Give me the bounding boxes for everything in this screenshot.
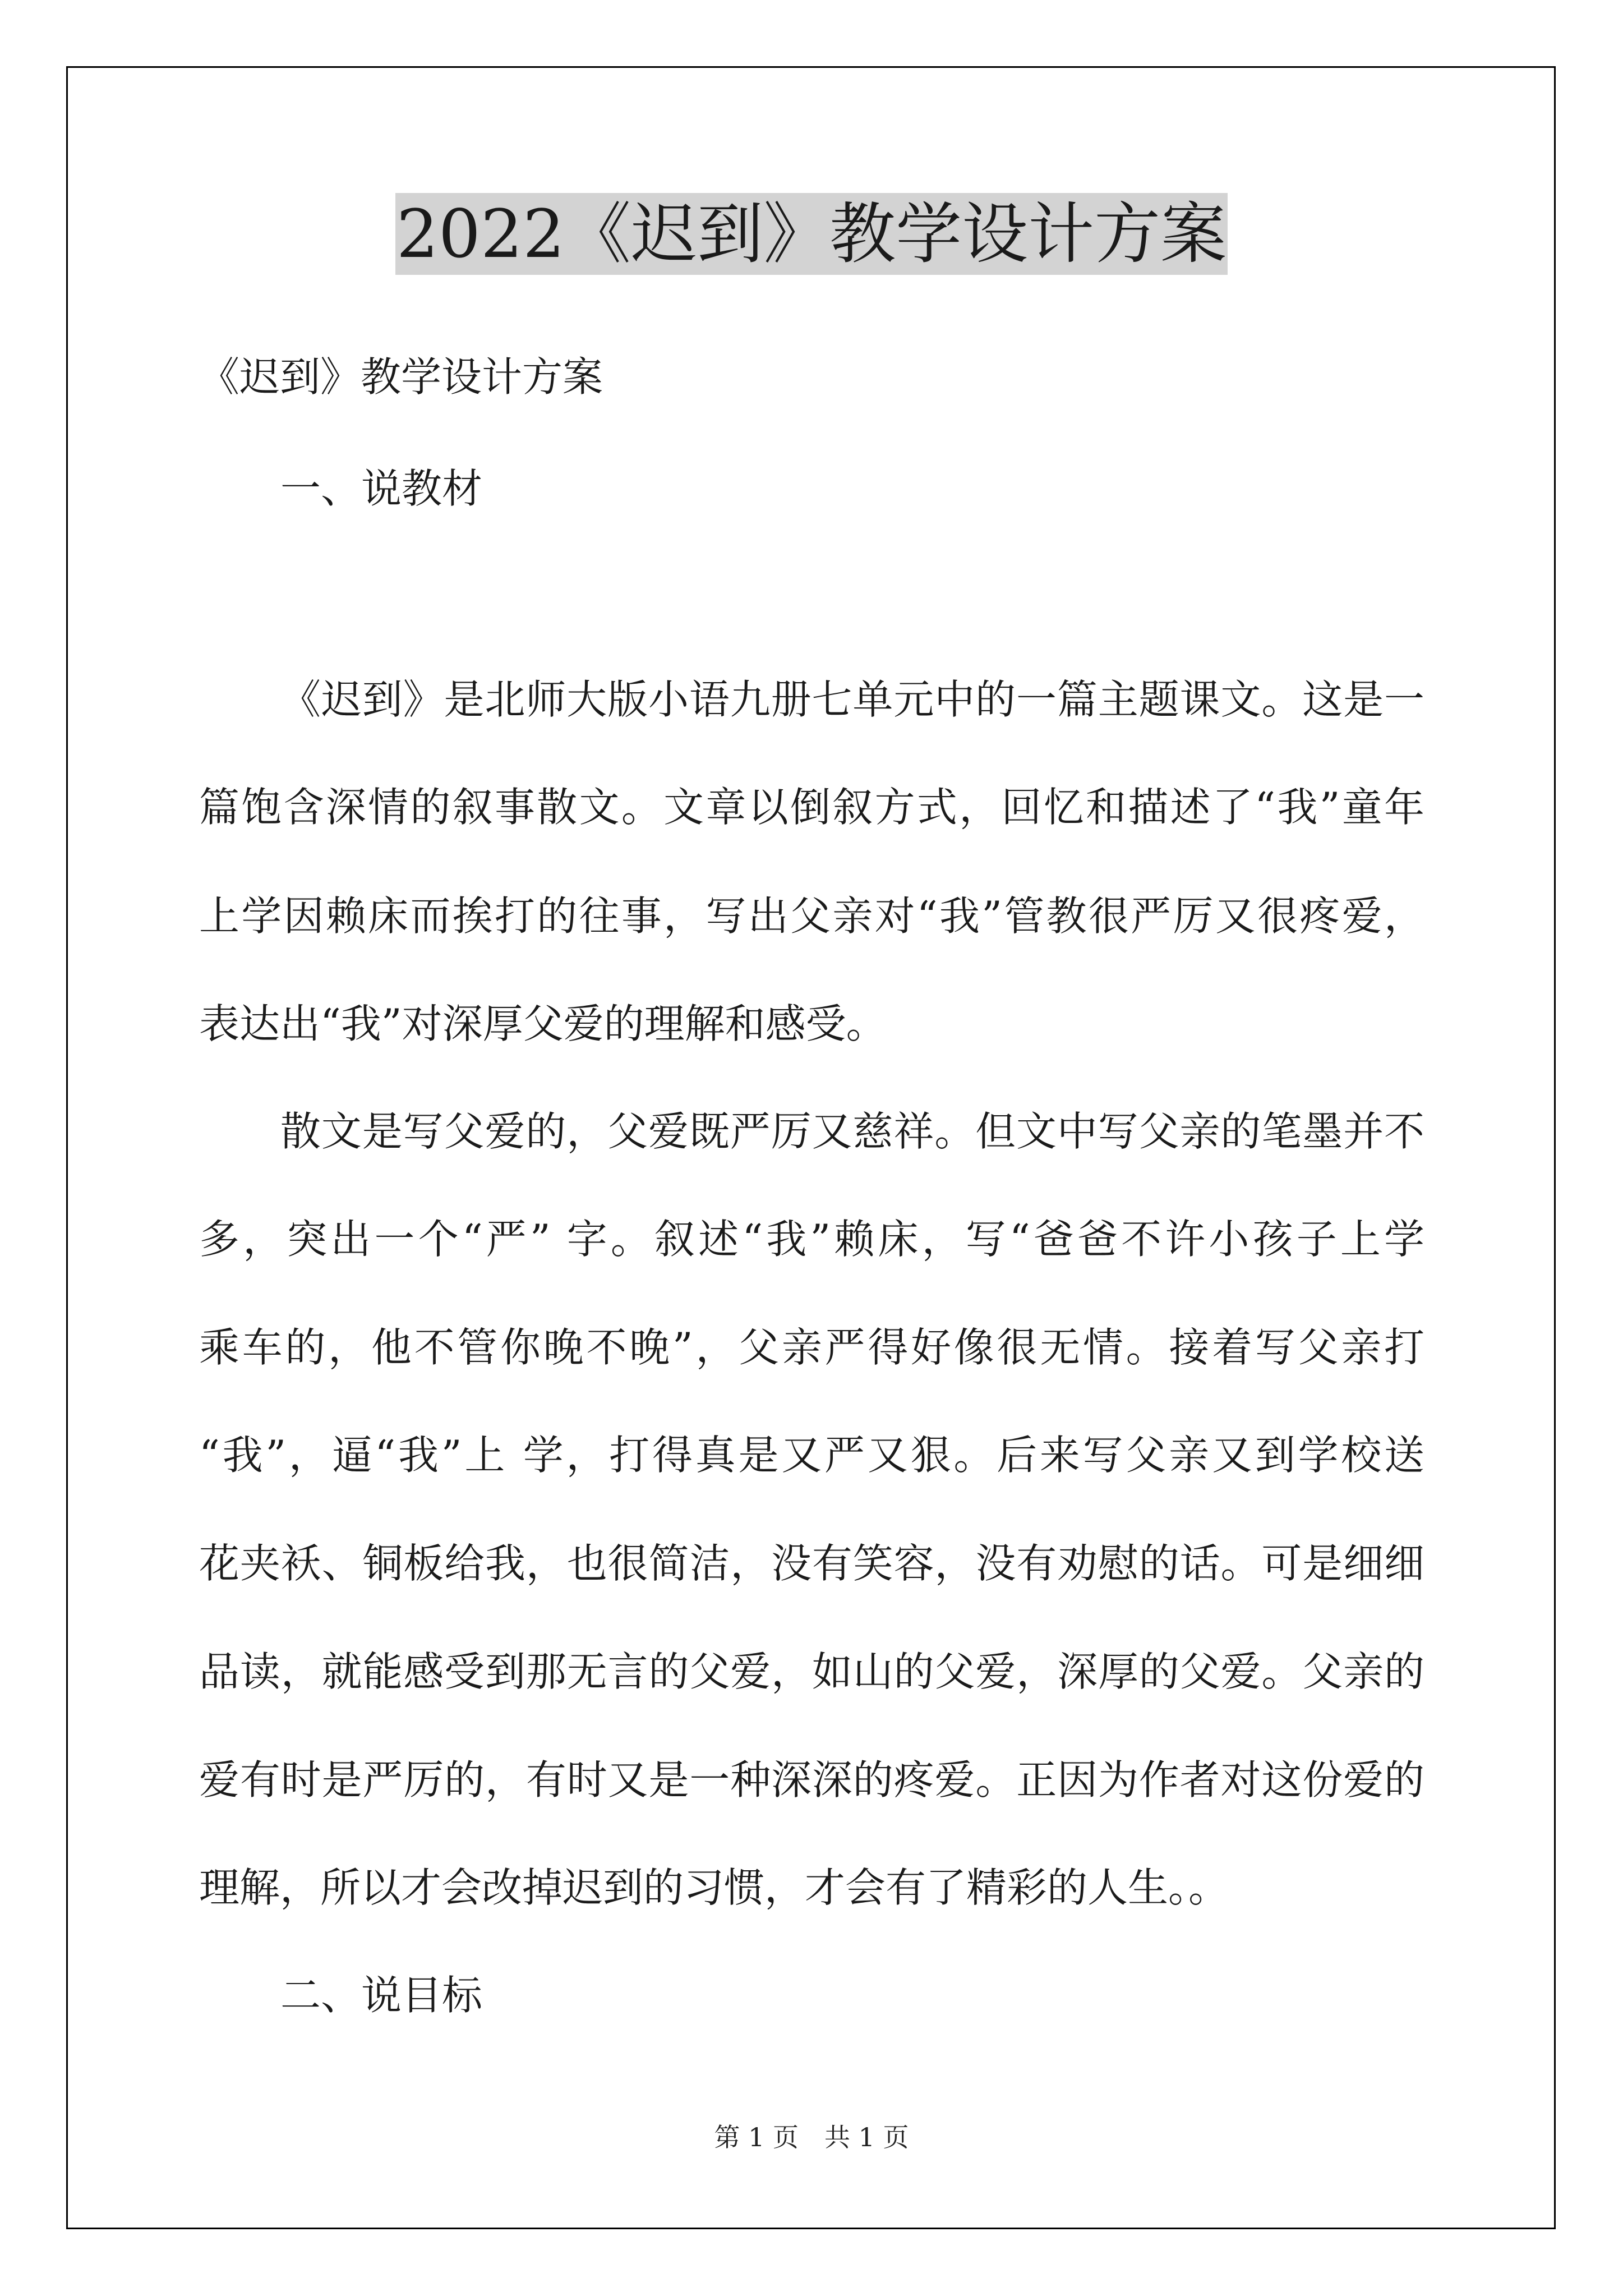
paragraph-line: 篇饱含深情的叙事散文。文章以倒叙方式，回忆和描述了“我”童年 <box>199 784 1424 831</box>
paragraph-line: 花夹袄、铜板给我，也很简洁，没有笑容，没有劝慰的话。可是细细 <box>199 1540 1424 1587</box>
paragraph-line: 爱有时是严厉的，有时又是一种深深的疼爱。正因为作者对这份爱的 <box>199 1756 1424 1803</box>
document-subtitle: 《迟到》教学设计方案 <box>199 353 603 401</box>
document-title-text: 2022《迟到》教学设计方案 <box>395 193 1228 275</box>
paragraph-line: 多，突出一个“严” 字。叙述“我”赖床，写“爸爸不许小孩子上学 <box>199 1216 1424 1263</box>
paragraph-line: 品读，就能感受到那无言的父爱，如山的父爱，深厚的父爱。父亲的 <box>199 1648 1424 1695</box>
paragraph-line: 散文是写父爱的，父爱既严厉又慈祥。但文中写父亲的笔墨并不 <box>280 1108 1424 1155</box>
paragraph-line: “我”，逼“我”上 学，打得真是又严又狠。后来写父亲又到学校送 <box>199 1432 1424 1479</box>
paragraph-line: 乘车的，他不管你晚不晚”，父亲严得好像很无情。接着写父亲打 <box>199 1324 1424 1371</box>
paragraph-line: 理解，所以才会改掉迟到的习惯，才会有了精彩的人生。。 <box>199 1864 1229 1911</box>
section-heading-teaching-material: 一、说教材 <box>280 465 483 512</box>
document-title <box>0 192 1623 276</box>
paragraph-line: 上学因赖床而挨打的往事，写出父亲对“我”管教很严厉又很疼爱， <box>199 892 1424 940</box>
paragraph-line: 表达出“我”对深厚父爱的理解和感受。 <box>199 1000 887 1047</box>
page-footer: 第 1 页 共 1 页 <box>714 2122 909 2152</box>
paragraph-line: 《迟到》是北师大版小语九册七单元中的一篇主题课文。这是一 <box>280 676 1424 723</box>
section-heading-objectives: 二、说目标 <box>280 1972 483 2019</box>
